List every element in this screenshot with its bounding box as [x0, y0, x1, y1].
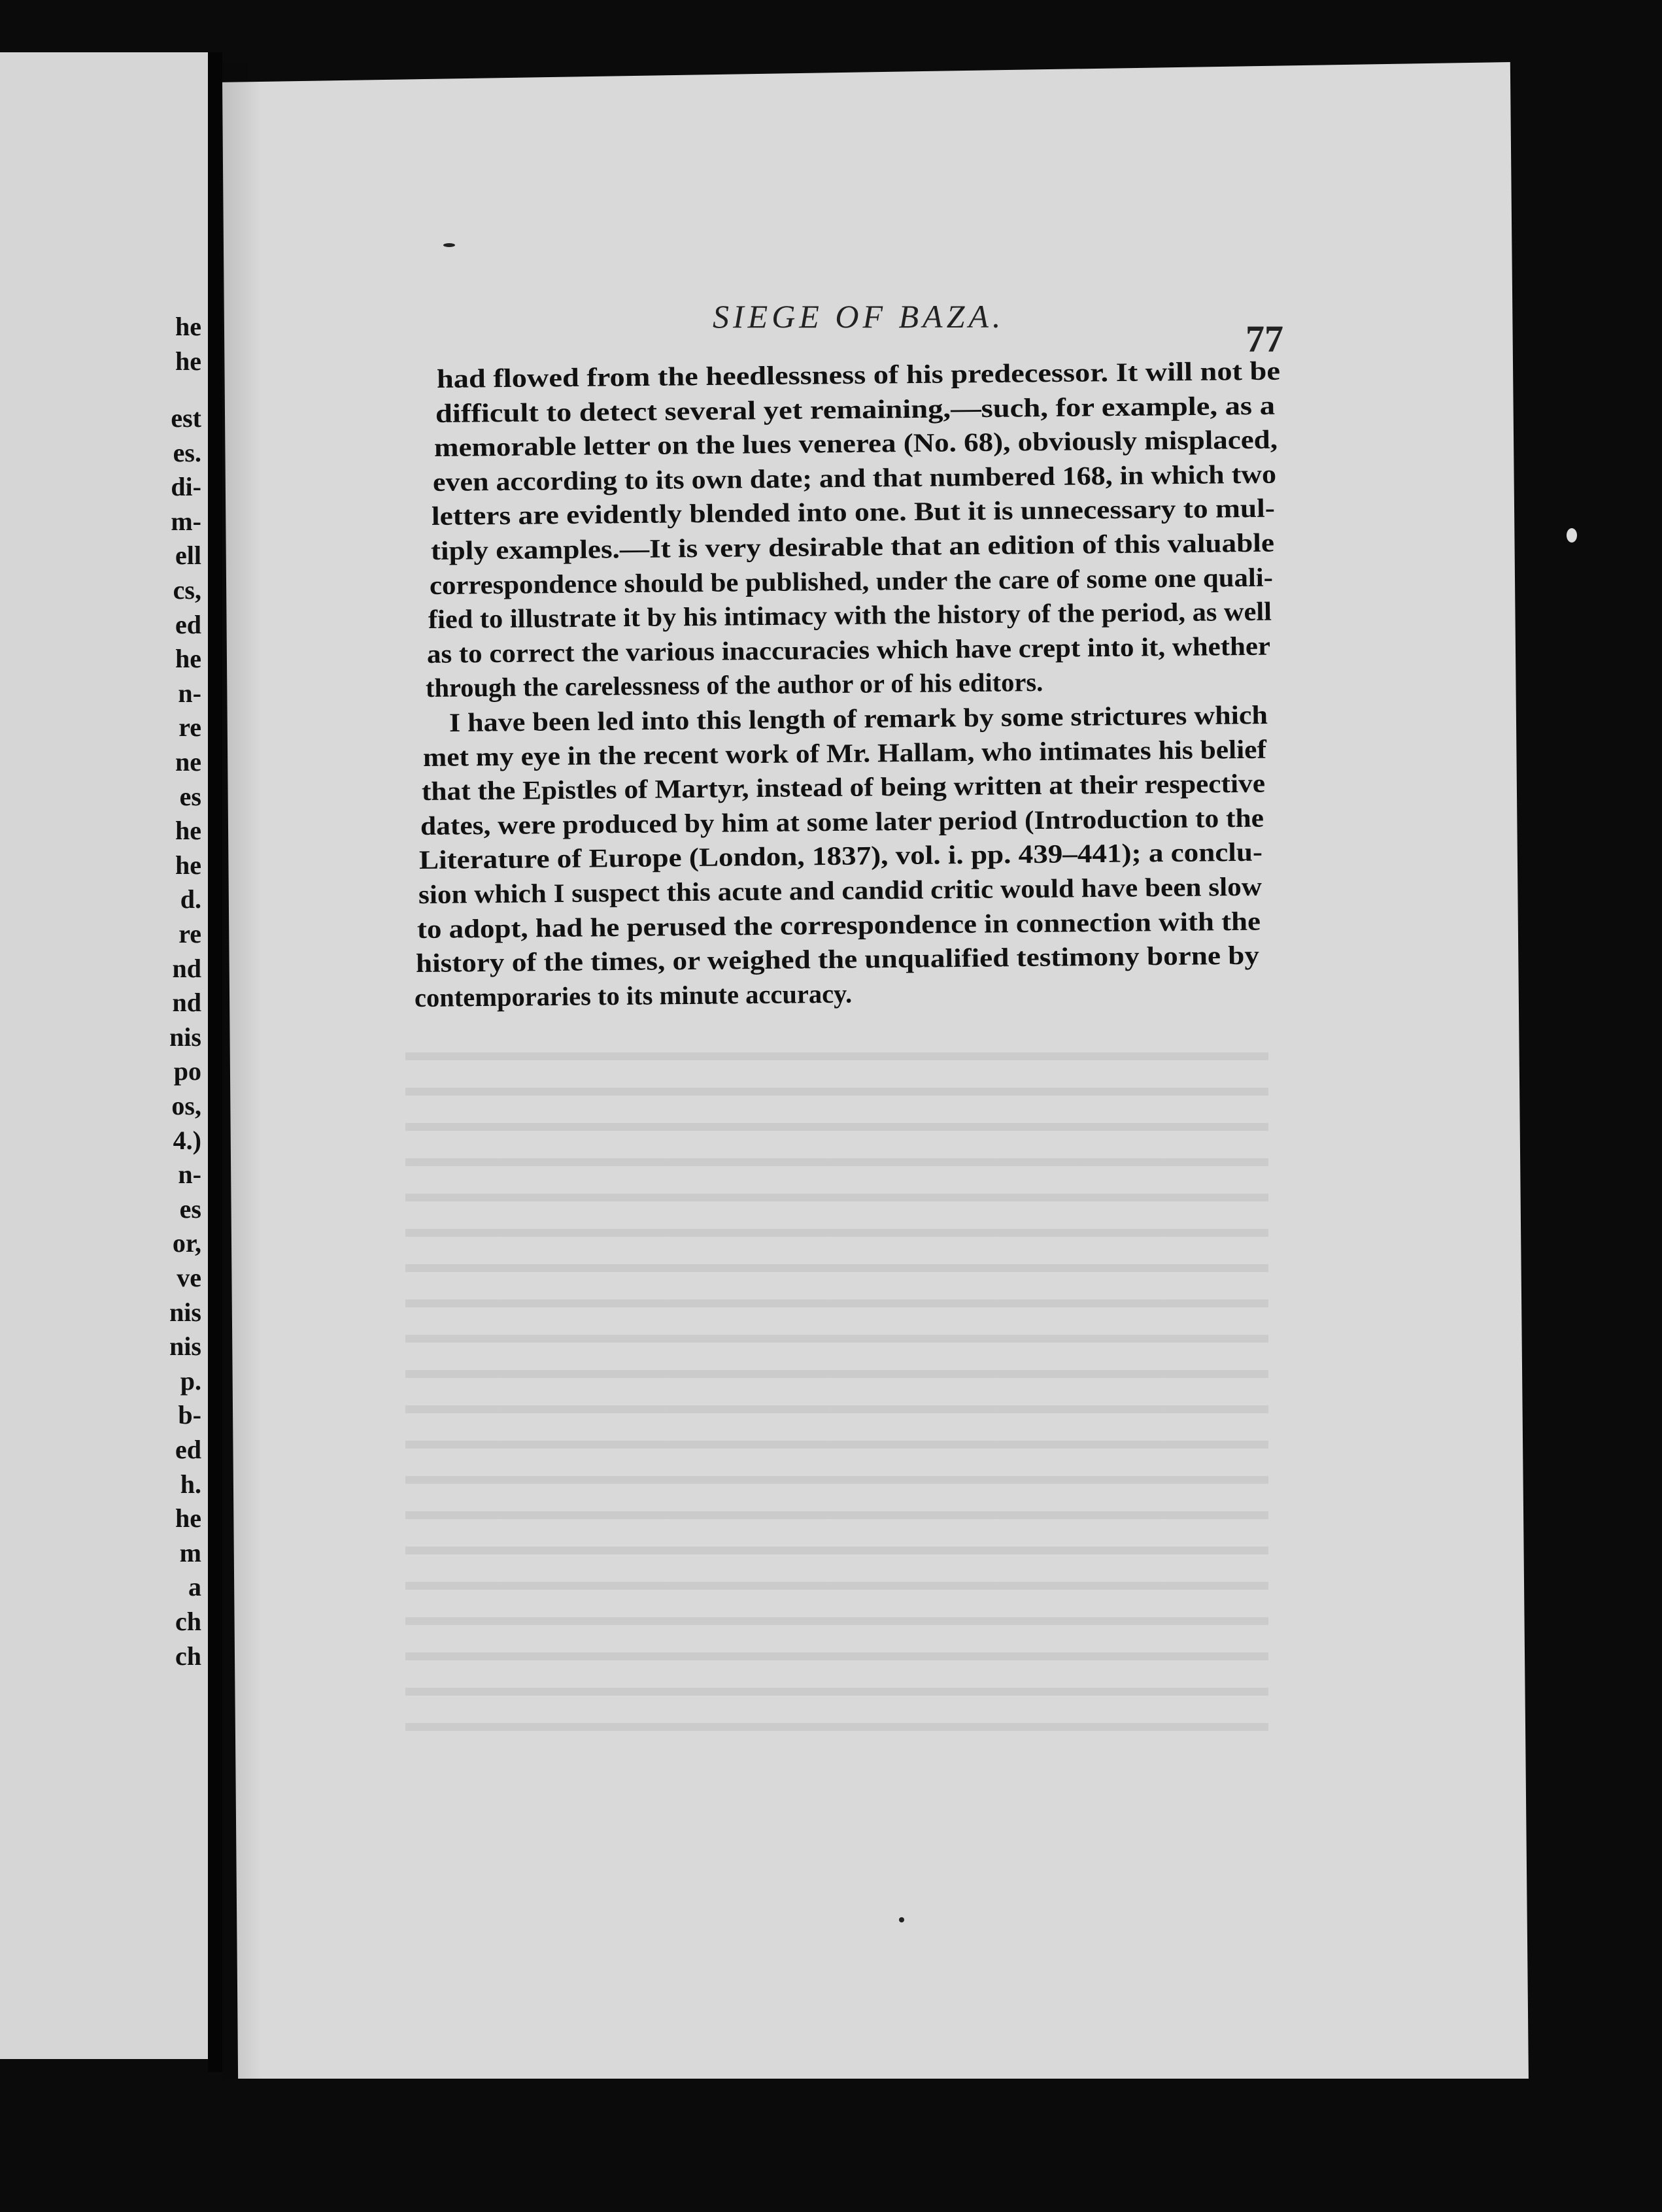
- text-line: through the carelessness of the author or of his editors.: [425, 667, 1043, 703]
- facing-page-fragment: he: [175, 816, 201, 846]
- facing-page-fragment: nd: [172, 988, 201, 1018]
- facing-page-fragment: h.: [180, 1469, 201, 1499]
- facing-page-fragment: he: [175, 1503, 201, 1533]
- text-line: even according to its own date; and that numbered 168, in which two: [433, 459, 1277, 497]
- facing-page-fragment: n-: [178, 1160, 201, 1190]
- facing-page-fragment: b-: [178, 1400, 201, 1430]
- scan-speck: [443, 243, 455, 247]
- text-line: had flowed from the heedlessness of his predecessor. It will not be: [436, 356, 1281, 394]
- facing-page-fragment: ell: [175, 541, 201, 571]
- text-line: contemporaries to its minute accuracy.: [414, 979, 853, 1013]
- facing-page-fragment: es: [179, 781, 201, 811]
- show-through-text: [405, 1033, 1268, 1752]
- facing-page-fragment: ed: [175, 609, 201, 639]
- text-line: I have been led into this length of remark by some strictures which: [449, 699, 1268, 737]
- facing-page-fragment: he: [175, 312, 201, 341]
- facing-page-fragment: n-: [178, 678, 201, 708]
- facing-page-fragment: m: [179, 1537, 201, 1567]
- facing-page-fragment: or,: [172, 1228, 201, 1258]
- text-line: to adopt, had he perused the correspondence in connection with the: [416, 906, 1261, 944]
- facing-page-fragment: est: [171, 403, 201, 433]
- facing-page-fragment: ch: [175, 1607, 201, 1636]
- text-line: difficult to detect several yet remaining,—such, for example, as a: [435, 390, 1276, 428]
- facing-page-fragment: nis: [169, 1332, 201, 1362]
- facing-page-fragment: nd: [172, 953, 201, 983]
- book-gutter: [208, 52, 222, 2072]
- facing-page: [0, 52, 208, 2059]
- facing-page-fragment: ne: [175, 747, 201, 777]
- text-line: sion which I suspect this acute and candid critic would have been slow: [418, 871, 1262, 909]
- facing-page-fragment: ed: [175, 1435, 201, 1464]
- text-line: as to correct the various inaccuracies which have crept into it, whether: [426, 631, 1270, 669]
- text-line: memorable letter on the lues venerea (No. 68), obviously misplaced,: [433, 424, 1278, 463]
- facing-page-fragment: 4.): [173, 1125, 201, 1155]
- running-head: SIEGE OF BAZA.: [713, 298, 1005, 335]
- facing-page-fragment: re: [178, 712, 201, 743]
- facing-page-fragment: nis: [169, 1297, 201, 1327]
- facing-page-fragment: m-: [171, 506, 201, 536]
- text-line: tiply examples.—It is very desirable that an edition of this valuable: [430, 528, 1274, 565]
- text-line: fied to illustrate it by his intimacy with the history of the period, as well: [428, 596, 1272, 635]
- page-number: 77: [1246, 318, 1283, 360]
- facing-page-fragment: he: [175, 644, 201, 674]
- text-line: letters are evidently blended into one. But it is unnecessary to mul-: [432, 494, 1276, 531]
- facing-page-fragment: cs,: [173, 575, 201, 605]
- facing-page-fragment: he: [175, 850, 201, 880]
- facing-page-fragment: ve: [177, 1263, 201, 1292]
- page-shadow: [222, 62, 262, 2079]
- facing-page-fragment: d.: [180, 884, 201, 914]
- text-line: met my eye in the recent work of Mr. Hallam, who intimates his belief: [422, 734, 1267, 772]
- facing-page-fragment: po: [173, 1056, 201, 1086]
- text-line: dates, were produced by him at some later period (Introduction to the: [420, 803, 1264, 841]
- facing-page-fragment: nis: [169, 1022, 201, 1052]
- facing-page-fragment: os,: [171, 1091, 201, 1120]
- facing-page-fragment: he: [175, 346, 201, 376]
- text-line: correspondence should be published, under the care of some one quali-: [429, 562, 1273, 600]
- facing-page-fragment: es.: [173, 437, 201, 467]
- facing-page-fragment: ch: [175, 1641, 201, 1671]
- scan-speck: [899, 1917, 904, 1922]
- scan-speck: [1567, 528, 1577, 543]
- facing-page-fragment: a: [188, 1572, 201, 1602]
- text-line: that the Epistles of Martyr, instead of being written at their respective: [421, 768, 1266, 807]
- facing-page-fragment: p.: [180, 1366, 201, 1396]
- text-line: history of the times, or weighed the unqualified testimony borne by: [415, 940, 1259, 979]
- facing-page-fragment: re: [178, 919, 201, 948]
- facing-page-fragment: es: [179, 1194, 201, 1224]
- text-line: Literature of Europe (London, 1837), vol. i. pp. 439–441); a conclu-: [419, 837, 1263, 875]
- facing-page-fragment: di-: [171, 472, 201, 502]
